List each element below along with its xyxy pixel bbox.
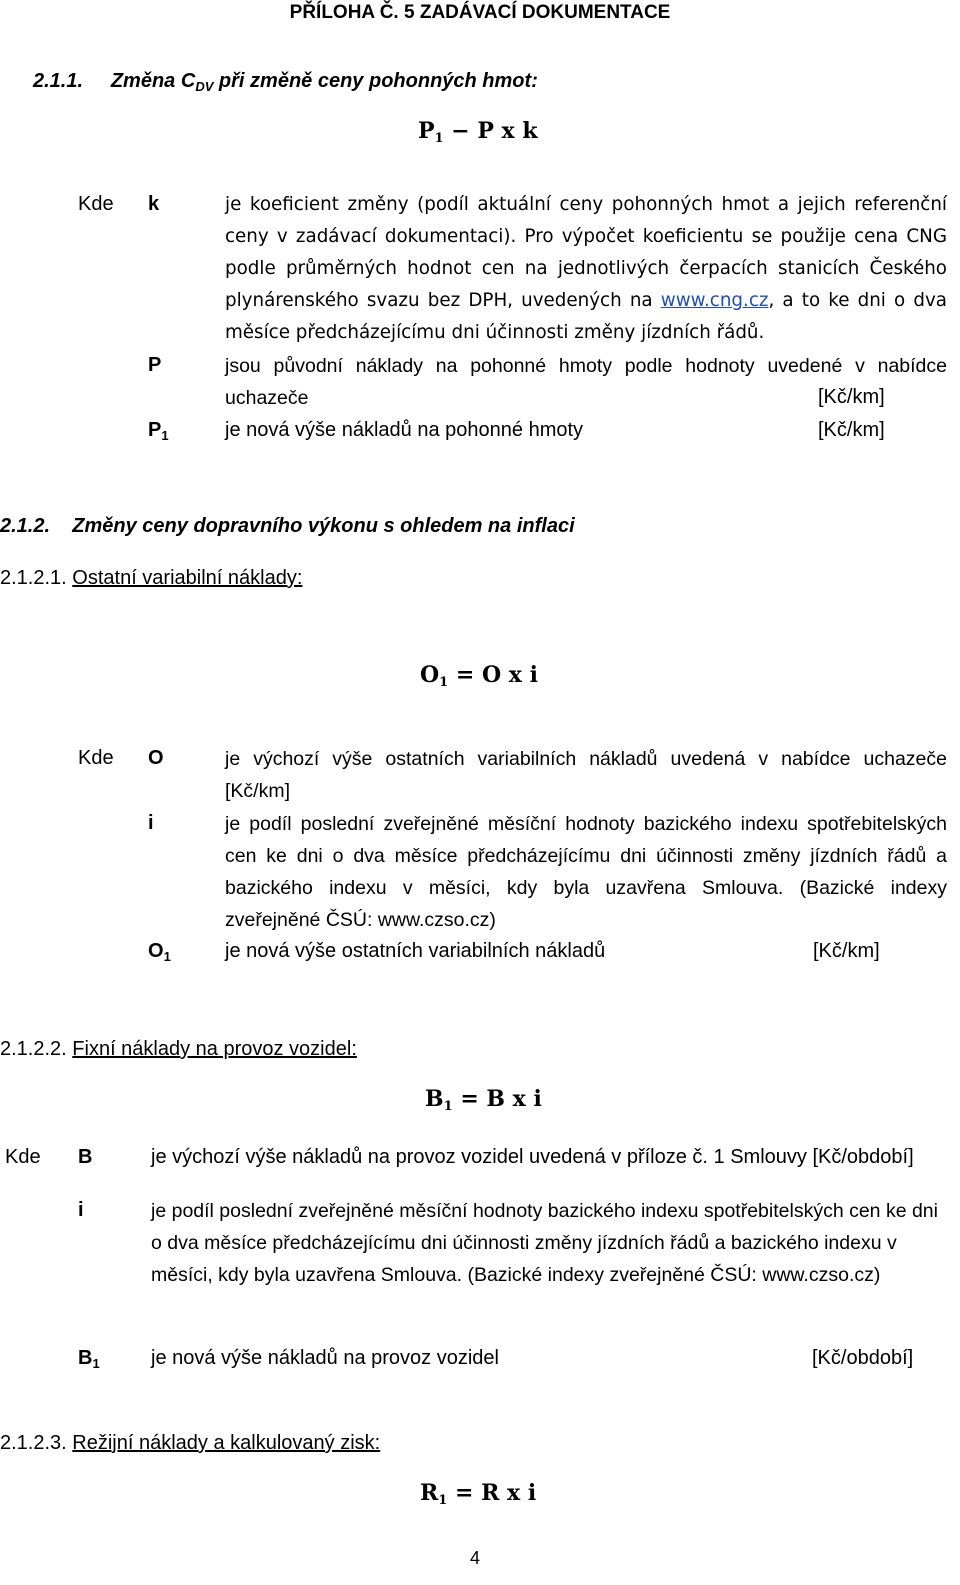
section-heading-2-1-2 bbox=[0, 515, 575, 538]
section-title: Změny ceny dopravního výkonu s ohledem na inflaci bbox=[72, 515, 575, 537]
cng-link[interactable]: www.cng.cz bbox=[660, 290, 769, 311]
definition-p1: je nová výše nákladů na pohonné hmoty bbox=[225, 419, 584, 441]
kde-label: Kde bbox=[78, 193, 114, 215]
symbol-p1: $P_1$ bbox=[148, 419, 169, 443]
section-number: 2.1.2.3. bbox=[0, 1432, 67, 1454]
kde-label: Kde bbox=[5, 1146, 41, 1168]
definition-o1: je nová výše ostatních variabilních nákladů bbox=[225, 940, 606, 962]
section-title: Změna $C_{DV}$ při změně ceny pohonných hmot: bbox=[110, 70, 538, 94]
symbol-k: k bbox=[148, 193, 160, 215]
section-title: Režijní náklady a kalkulovaný zisk: bbox=[72, 1432, 381, 1454]
section-number: 2.1.2.1. bbox=[0, 567, 67, 589]
section-title: Ostatní variabilní náklady: bbox=[72, 567, 303, 589]
unit-p1: [Kč/km] bbox=[818, 419, 885, 441]
symbol-i: i bbox=[78, 1199, 84, 1221]
section-number: 2.1.2. bbox=[0, 515, 51, 537]
section-heading-2-1-2-2 bbox=[0, 1038, 357, 1061]
definition-b: je výchozí výše nákladů na provoz vozidel uvedená v příloze č. 1 Smlouvy [Kč/období] bbox=[151, 1146, 914, 1168]
page-number: 4 bbox=[469, 1548, 480, 1568]
symbol-o1: $O_1$ bbox=[148, 940, 171, 964]
unit-b1: [Kč/období] bbox=[812, 1347, 914, 1369]
unit-p: [Kč/km] bbox=[818, 386, 885, 408]
formula-o1: $O_1 = O$ x i bbox=[420, 662, 538, 690]
symbol-b: B bbox=[78, 1146, 93, 1168]
formula-p1: $P_1 - P$ x k bbox=[418, 118, 538, 146]
formula-b1: $B_1 = B$ x i bbox=[425, 1086, 542, 1114]
symbol-b1: $B_1$ bbox=[78, 1347, 100, 1371]
page-header: PŘÍLOHA Č. 5 ZADÁVACÍ DOKUMENTACE bbox=[289, 2, 671, 23]
definition-b1: je nová výše nákladů na provoz vozidel bbox=[151, 1347, 499, 1369]
section-heading-2-1-2-1 bbox=[0, 567, 302, 590]
definition-p: jsou původní náklady na pohonné hmoty podle hodnoty uvedené v nabídce uchazeče bbox=[225, 355, 947, 409]
section-number: 2.1.1. bbox=[33, 70, 84, 92]
symbol-o: O bbox=[148, 747, 164, 769]
kde-label: Kde bbox=[78, 747, 114, 769]
symbol-p: P bbox=[148, 354, 162, 376]
symbol-i: i bbox=[148, 812, 154, 834]
definition-o: je výchozí výše ostatních variabilních nákladů uvedená v nabídce uchazeče [Kč/km] bbox=[225, 748, 947, 802]
definition-k: je koeficient změny (podíl aktuální ceny pohonných hmot a jejich referenční ceny v zadávací dokumentaci). Pro výpočet koeficientu se použije cena CNG podle průměrných hodnot cen na jednotlivých čerpacích stanicích Českého plynárenského svazu bez DPH, uvedených na www.cng.cz, a to ke dni o dva měsíce předcházejícímu dni účinnosti změny jízdních řádů. bbox=[225, 194, 947, 343]
formula-r1: $R_1 = R$ x i bbox=[420, 1480, 537, 1508]
section-number: 2.1.2.2. bbox=[0, 1038, 67, 1060]
section-heading-2-1-1 bbox=[33, 70, 538, 94]
section-title: Fixní náklady na provoz vozidel: bbox=[72, 1038, 357, 1060]
definition-i: je podíl poslední zveřejněné měsíční hodnoty bazického indexu spotřebitelských cen ke dni o dva měsíce předcházejícímu dni účinnosti změny jízdních řádů a bazického indexu v měsíci, kdy byla uzavřena Smlouva. (Bazické indexy zveřejněné ČSÚ: www.czso.cz) bbox=[151, 1200, 938, 1286]
unit-o1: [Kč/km] bbox=[813, 940, 880, 962]
section-heading-2-1-2-3 bbox=[0, 1432, 380, 1455]
definition-i: je podíl poslední zveřejněné měsíční hodnoty bazického indexu spotřebitelských cen ke dni o dva měsíce předcházejícímu dni účinnosti změny jízdních řádů a bazického indexu v měsíci, kdy byla uzavřena Smlouva. (Bazické indexy zveřejněné ČSÚ: www.czso.cz) bbox=[225, 813, 947, 931]
